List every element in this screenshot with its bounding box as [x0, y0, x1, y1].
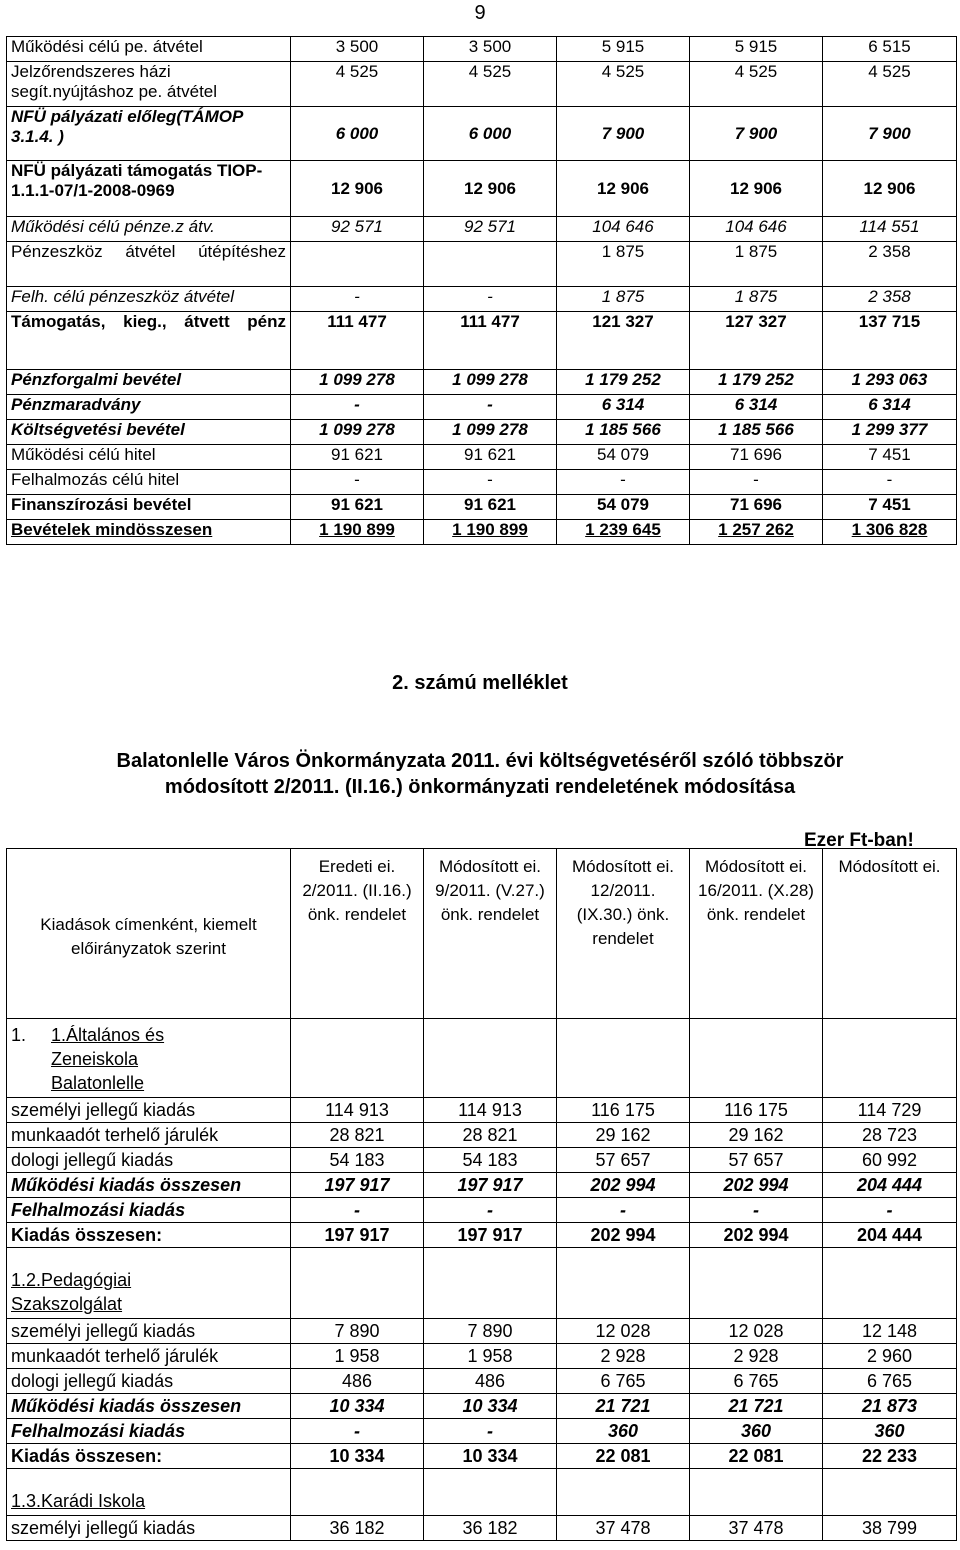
value-cell: -	[690, 1198, 823, 1223]
value-cell: 4 525	[823, 62, 957, 107]
empty-cell	[690, 1469, 823, 1516]
value-cell: 6 000	[291, 107, 424, 161]
value-cell: 3 500	[424, 37, 557, 62]
expense-row	[7, 1516, 957, 1541]
row-label: munkaadót terhelő járulék	[7, 1123, 291, 1148]
value-cell: 12 906	[424, 161, 557, 217]
row-label: Pénzeszköz átvétel útépítéshez	[7, 242, 291, 287]
value-cell: 1 958	[424, 1344, 557, 1369]
revenue-row	[7, 37, 957, 62]
value-cell: 114 913	[291, 1098, 424, 1123]
value-cell: 91 621	[424, 495, 557, 520]
column-header: Módosított ei. 9/2011. (V.27.) önk. rendelet	[424, 849, 557, 1019]
value-cell: 1 179 252	[690, 370, 823, 395]
value-cell: 1 099 278	[424, 370, 557, 395]
value-cell: 12 906	[823, 161, 957, 217]
value-cell: -	[291, 287, 424, 312]
value-cell: 21 873	[823, 1394, 957, 1419]
expense-row	[7, 1098, 957, 1123]
expense-row	[7, 1223, 957, 1248]
revenue-row	[7, 312, 957, 370]
row-label: Működési célú pe. átvétel	[7, 37, 291, 62]
value-cell: 1 179 252	[557, 370, 690, 395]
value-cell: 1 293 063	[823, 370, 957, 395]
value-cell: 1 958	[291, 1344, 424, 1369]
revenue-row	[7, 287, 957, 312]
column-header: Módosított ei. 16/2011. (X.28) önk. rendelet	[690, 849, 823, 1019]
value-cell: 202 994	[690, 1223, 823, 1248]
value-cell: 91 621	[291, 445, 424, 470]
value-cell: 29 162	[690, 1123, 823, 1148]
value-cell: 111 477	[424, 312, 557, 370]
revenue-row	[7, 217, 957, 242]
section-title: 1.2.Pedagógiai Szakszolgálat	[11, 1270, 132, 1314]
value-cell: 111 477	[291, 312, 424, 370]
value-cell: 2 928	[690, 1344, 823, 1369]
value-cell: 104 646	[557, 217, 690, 242]
row-label: Működési kiadás összesen	[7, 1394, 291, 1419]
row-label: Költségvetési bevétel	[7, 420, 291, 445]
expense-row	[7, 1444, 957, 1469]
value-cell: 92 571	[424, 217, 557, 242]
value-cell: -	[424, 395, 557, 420]
value-cell: 202 994	[557, 1223, 690, 1248]
revenue-row	[7, 62, 957, 107]
value-cell: 21 721	[690, 1394, 823, 1419]
value-cell: 1 099 278	[291, 370, 424, 395]
row-label: Finanszírozási bevétel	[7, 495, 291, 520]
value-cell: 486	[291, 1369, 424, 1394]
value-cell: 137 715	[823, 312, 957, 370]
value-cell: 4 525	[424, 62, 557, 107]
value-cell: 197 917	[291, 1173, 424, 1198]
value-cell: 2 358	[823, 242, 957, 287]
document-title-line1: Balatonlelle Város Önkormányzata 2011. évi költségvetéséről szóló többször	[116, 750, 844, 772]
value-cell: -	[291, 470, 424, 495]
section-title: 1.3.Karádi Iskola	[11, 1491, 146, 1511]
row-label: NFÜ pályázati támogatás TIOP-1.1.1-07/1-2008-0969	[7, 161, 291, 217]
expense-row	[7, 1148, 957, 1173]
value-cell: 36 182	[424, 1516, 557, 1541]
value-cell: 12 906	[557, 161, 690, 217]
section-title-wrap	[11, 1489, 286, 1513]
value-cell: 6 314	[690, 395, 823, 420]
value-cell: -	[424, 1419, 557, 1444]
value-cell: 7 890	[291, 1319, 424, 1344]
row-label: munkaadót terhelő járulék	[7, 1344, 291, 1369]
revenue-row	[7, 420, 957, 445]
value-cell: -	[690, 470, 823, 495]
empty-cell	[424, 1248, 557, 1319]
section-title-cell	[7, 1248, 291, 1319]
row-label: Támogatás, kieg., átvett pénz	[7, 312, 291, 370]
value-cell: 1 875	[690, 242, 823, 287]
value-cell: 12 028	[557, 1319, 690, 1344]
unit-note: Ezer Ft-ban!	[804, 830, 914, 851]
value-cell: 37 478	[557, 1516, 690, 1541]
value-cell: 91 621	[424, 445, 557, 470]
value-cell: 21 721	[557, 1394, 690, 1419]
value-cell: 12 148	[823, 1319, 957, 1344]
value-cell: 12 028	[690, 1319, 823, 1344]
value-cell: 1 239 645	[557, 520, 690, 545]
value-cell: 204 444	[823, 1173, 957, 1198]
row-label: személyi jellegű kiadás	[7, 1319, 291, 1344]
section-title-cell	[7, 1469, 291, 1516]
expense-row	[7, 1123, 957, 1148]
expenditure-table	[6, 848, 957, 1541]
value-cell: 6 314	[823, 395, 957, 420]
value-cell: 6 515	[823, 37, 957, 62]
revenue-row	[7, 370, 957, 395]
value-cell: 71 696	[690, 445, 823, 470]
row-label: Jelzőrendszeres házi segít.nyújtáshoz pe. átvétel	[7, 62, 291, 107]
empty-cell	[823, 1248, 957, 1319]
row-label: Pénzforgalmi bevétel	[7, 370, 291, 395]
annex-title: 2. számú melléklet	[392, 672, 568, 694]
row-label: Működési célú hitel	[7, 445, 291, 470]
value-cell: 10 334	[424, 1444, 557, 1469]
section-title-row	[7, 1248, 957, 1319]
value-cell: 7 900	[823, 107, 957, 161]
value-cell: 127 327	[690, 312, 823, 370]
value-cell: 29 162	[557, 1123, 690, 1148]
value-cell: 114 913	[424, 1098, 557, 1123]
revenue-table	[6, 36, 957, 545]
value-cell: -	[424, 470, 557, 495]
value-cell: 1 190 899	[424, 520, 557, 545]
header-row	[7, 849, 957, 1019]
value-cell: 10 334	[291, 1394, 424, 1419]
value-cell: 2 960	[823, 1344, 957, 1369]
empty-cell	[557, 1469, 690, 1516]
row-label: Kiadás összesen:	[7, 1444, 291, 1469]
expense-row	[7, 1394, 957, 1419]
value-cell: 1 875	[557, 287, 690, 312]
value-cell: 197 917	[424, 1173, 557, 1198]
empty-cell	[291, 1248, 424, 1319]
value-cell: 7 451	[823, 445, 957, 470]
value-cell: 1 185 566	[690, 420, 823, 445]
value-cell: 7 900	[557, 107, 690, 161]
value-cell: 3 500	[291, 37, 424, 62]
value-cell: 116 175	[690, 1098, 823, 1123]
row-label: Működési kiadás összesen	[7, 1173, 291, 1198]
expense-row	[7, 1173, 957, 1198]
expense-row	[7, 1198, 957, 1223]
section-title-row	[7, 1019, 957, 1098]
value-cell: 1 099 278	[424, 420, 557, 445]
column-header: Kiadások címenként, kiemelt előirányzatok szerint	[7, 849, 291, 1019]
value-cell: 197 917	[291, 1223, 424, 1248]
empty-cell	[557, 1019, 690, 1098]
value-cell: 22 081	[557, 1444, 690, 1469]
section-title-wrap	[11, 1268, 286, 1316]
value-cell: 4 525	[557, 62, 690, 107]
value-cell: -	[823, 470, 957, 495]
value-cell: 7 900	[690, 107, 823, 161]
value-cell: 12 906	[291, 161, 424, 217]
value-cell: 4 525	[690, 62, 823, 107]
empty-cell	[690, 1248, 823, 1319]
value-cell: 12 906	[690, 161, 823, 217]
document-title-line2: módosított 2/2011. (II.16.) önkormányzati rendeletének módosítása	[164, 776, 796, 798]
document-title	[0, 748, 960, 800]
value-cell: 57 657	[690, 1148, 823, 1173]
value-cell: 36 182	[291, 1516, 424, 1541]
value-cell: 116 175	[557, 1098, 690, 1123]
value-cell: 54 183	[291, 1148, 424, 1173]
value-cell: 71 696	[690, 495, 823, 520]
expense-row	[7, 1344, 957, 1369]
value-cell: -	[823, 1198, 957, 1223]
section-title: 1.Általános és Zeneiskola Balatonlelle	[51, 1025, 165, 1093]
value-cell: 92 571	[291, 217, 424, 242]
revenue-row	[7, 161, 957, 217]
value-cell: 104 646	[690, 217, 823, 242]
value-cell: 6 765	[557, 1369, 690, 1394]
row-label: Felhalmozás célú hitel	[7, 470, 291, 495]
value-cell: 6 000	[424, 107, 557, 161]
value-cell: 360	[690, 1419, 823, 1444]
value-cell: 5 915	[557, 37, 690, 62]
value-cell: 6 314	[557, 395, 690, 420]
value-cell: 38 799	[823, 1516, 957, 1541]
value-cell: 486	[424, 1369, 557, 1394]
value-cell: 4 525	[291, 62, 424, 107]
value-cell: 54 079	[557, 445, 690, 470]
expense-row	[7, 1419, 957, 1444]
value-cell: 37 478	[690, 1516, 823, 1541]
empty-cell	[690, 1019, 823, 1098]
page-number: 9	[474, 2, 486, 24]
value-cell: -	[291, 1198, 424, 1223]
value-cell: 60 992	[823, 1148, 957, 1173]
section-title-cell	[7, 1019, 291, 1098]
row-label: Kiadás összesen:	[7, 1223, 291, 1248]
empty-cell	[291, 1019, 424, 1098]
value-cell: 360	[557, 1419, 690, 1444]
row-label: Felhalmozási kiadás	[7, 1419, 291, 1444]
value-cell: 202 994	[690, 1173, 823, 1198]
row-label: Bevételek mindösszesen	[7, 520, 291, 545]
value-cell: 114 729	[823, 1098, 957, 1123]
value-cell: 6 765	[690, 1369, 823, 1394]
column-header: Módosított ei. 12/2011. (IX.30.) önk. rendelet	[557, 849, 690, 1019]
value-cell: 2 928	[557, 1344, 690, 1369]
value-cell: 57 657	[557, 1148, 690, 1173]
value-cell: 1 190 899	[291, 520, 424, 545]
row-label: Pénzmaradvány	[7, 395, 291, 420]
value-cell: 1 306 828	[823, 520, 957, 545]
value-cell: 91 621	[291, 495, 424, 520]
value-cell: 114 551	[823, 217, 957, 242]
value-cell: 28 821	[424, 1123, 557, 1148]
section-title-wrap	[11, 1023, 286, 1095]
value-cell: 6 765	[823, 1369, 957, 1394]
empty-cell	[823, 1019, 957, 1098]
column-header: Módosított ei.	[823, 849, 957, 1019]
value-cell: -	[557, 1198, 690, 1223]
section-title-row	[7, 1469, 957, 1516]
value-cell: 7 451	[823, 495, 957, 520]
value-cell: -	[291, 1419, 424, 1444]
row-label: NFÜ pályázati előleg(TÁMOP 3.1.4. )	[7, 107, 291, 161]
value-cell: 197 917	[424, 1223, 557, 1248]
expense-row	[7, 1319, 957, 1344]
revenue-row	[7, 520, 957, 545]
value-cell: 10 334	[424, 1394, 557, 1419]
value-cell: 22 081	[690, 1444, 823, 1469]
empty-cell	[424, 1469, 557, 1516]
empty-cell	[291, 1469, 424, 1516]
empty-cell	[424, 1019, 557, 1098]
expense-row	[7, 1369, 957, 1394]
value-cell: 22 233	[823, 1444, 957, 1469]
empty-cell	[557, 1248, 690, 1319]
value-cell: 1 185 566	[557, 420, 690, 445]
value-cell: 5 915	[690, 37, 823, 62]
section-prefix: 1.	[11, 1025, 27, 1045]
value-cell: 204 444	[823, 1223, 957, 1248]
value-cell: 202 994	[557, 1173, 690, 1198]
value-cell: 1 099 278	[291, 420, 424, 445]
value-cell: 1 299 377	[823, 420, 957, 445]
row-label: Felhalmozási kiadás	[7, 1198, 291, 1223]
revenue-row	[7, 107, 957, 161]
revenue-row	[7, 242, 957, 287]
revenue-row	[7, 445, 957, 470]
row-label: Működési célú pénze.z átv.	[7, 217, 291, 242]
revenue-row	[7, 495, 957, 520]
revenue-row	[7, 470, 957, 495]
row-label: Felh. célú pénzeszköz átvétel	[7, 287, 291, 312]
value-cell: -	[424, 287, 557, 312]
value-cell: 1 875	[557, 242, 690, 287]
value-cell: 7 890	[424, 1319, 557, 1344]
row-label: dologi jellegű kiadás	[7, 1369, 291, 1394]
value-cell: 28 821	[291, 1123, 424, 1148]
value-cell: 360	[823, 1419, 957, 1444]
value-cell	[291, 242, 424, 287]
value-cell	[424, 242, 557, 287]
value-cell: 1 257 262	[690, 520, 823, 545]
row-label: személyi jellegű kiadás	[7, 1098, 291, 1123]
value-cell: 1 875	[690, 287, 823, 312]
value-cell: 10 334	[291, 1444, 424, 1469]
revenue-row	[7, 395, 957, 420]
value-cell: 121 327	[557, 312, 690, 370]
value-cell: 54 183	[424, 1148, 557, 1173]
row-label: dologi jellegű kiadás	[7, 1148, 291, 1173]
value-cell: -	[424, 1198, 557, 1223]
value-cell: -	[557, 470, 690, 495]
value-cell: -	[291, 395, 424, 420]
value-cell: 28 723	[823, 1123, 957, 1148]
row-label: személyi jellegű kiadás	[7, 1516, 291, 1541]
value-cell: 2 358	[823, 287, 957, 312]
empty-cell	[823, 1469, 957, 1516]
column-header: Eredeti ei. 2/2011. (II.16.) önk. rendelet	[291, 849, 424, 1019]
value-cell: 54 079	[557, 495, 690, 520]
